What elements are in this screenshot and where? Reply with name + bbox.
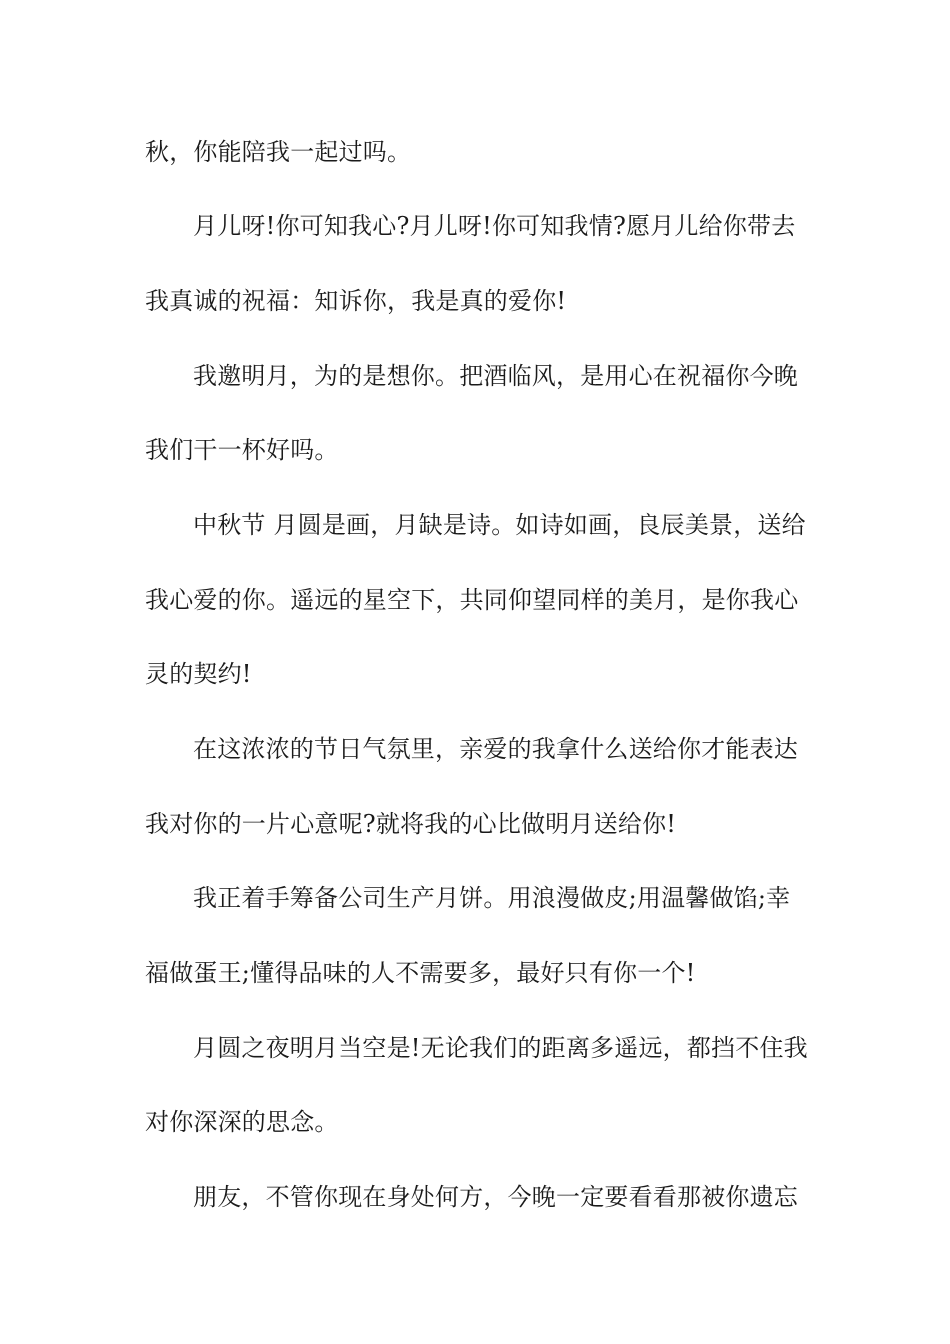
text-line: 秋，你能陪我一起过吗。 <box>145 138 412 166</box>
text-line: 福做蛋王;懂得品味的人不需要多，最好只有你一个! <box>145 959 696 987</box>
text-line: 我对你的一片心意呢?就将我的心比做明月送给你! <box>145 810 677 838</box>
paragraph-first-line: 在这浓浓的节日气氛里，亲爱的我拿什么送给你才能表达 <box>193 735 798 763</box>
text-line: 对你深深的思念。 <box>145 1108 339 1136</box>
text-line: 我们干一杯好吗。 <box>145 436 339 464</box>
text-line: 我心爱的你。遥远的星空下，共同仰望同样的美月，是你我心 <box>145 586 799 614</box>
paragraph-first-line: 月圆之夜明月当空是!无论我们的距离多遥远，都挡不住我 <box>193 1034 808 1062</box>
paragraph-first-line: 朋友，不管你现在身处何方，今晚一定要看看那被你遗忘 <box>193 1183 798 1211</box>
paragraph-first-line: 中秋节 月圆是画，月缺是诗。如诗如画，良辰美景，送给 <box>193 511 806 539</box>
text-line: 灵的契约! <box>145 660 252 688</box>
paragraph-first-line: 我邀明月，为的是想你。把酒临风，是用心在祝福你今晚 <box>193 362 798 390</box>
text-line: 我真诚的祝福：知诉你，我是真的爱你! <box>145 287 567 315</box>
paragraph-first-line: 月儿呀!你可知我心?月儿呀!你可知我情?愿月儿给你带去 <box>193 212 796 240</box>
paragraph-first-line: 我正着手筹备公司生产月饼。用浪漫做皮;用温馨做馅;幸 <box>193 884 791 912</box>
